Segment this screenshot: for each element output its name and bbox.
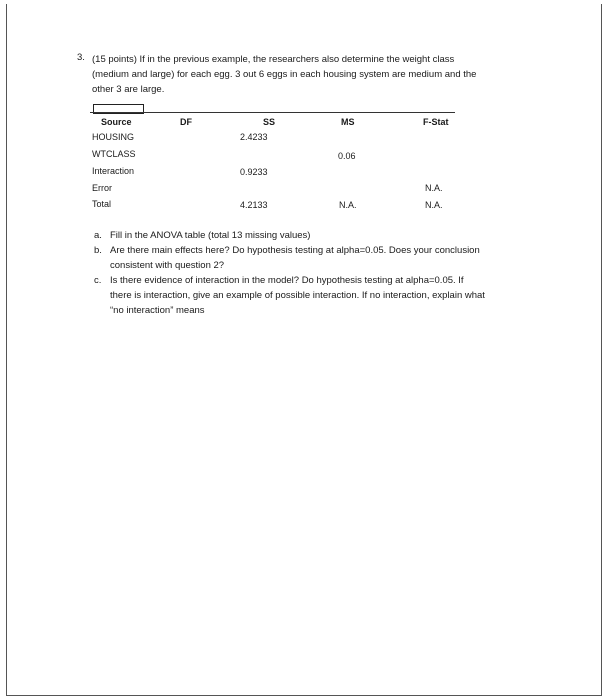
subquestion-letter: a. [94, 230, 102, 241]
subquestion-line: “no interaction” means [110, 305, 205, 316]
row-source: Total [92, 199, 112, 209]
subquestion-line: there is interaction, give an example of possible interaction. If no interaction, explain what [110, 290, 485, 301]
question-text [92, 52, 532, 97]
row-ms: 0.06 [338, 151, 356, 161]
header-ss: SS [263, 117, 276, 127]
subquestion-line: Is there evidence of interaction in the model? Do hypothesis testing at alpha=0.05. If [110, 275, 464, 286]
question-line: other 3 are large. [92, 84, 165, 95]
subquestion-letter: b. [94, 245, 102, 256]
row-ss: 2.4233 [240, 132, 268, 142]
subquestion-line: Are there main effects here? Do hypothesis testing at alpha=0.05. Does your conclusion [110, 245, 480, 256]
header-source: Source [101, 117, 132, 127]
subquestion-line: consistent with question 2? [110, 260, 225, 271]
row-source: WTCLASS [92, 149, 136, 159]
header-ms: MS [341, 117, 355, 127]
row-fstat: N.A. [425, 183, 443, 193]
row-fstat: N.A. [425, 200, 443, 210]
row-ss: 0.9233 [240, 167, 268, 177]
header-fstat: F-Stat [423, 117, 449, 127]
header-df: DF [180, 117, 192, 127]
row-source: Error [92, 183, 112, 193]
table-top-rule [90, 112, 455, 113]
subquestion-letter: c. [94, 275, 102, 286]
row-ss: 4.2133 [240, 200, 268, 210]
row-ms: N.A. [339, 200, 357, 210]
question-number: 3. [77, 52, 85, 63]
row-source: HOUSING [92, 132, 135, 142]
question-line: (15 points) If in the previous example, the researchers also determine the weight class [92, 54, 455, 65]
row-source: Interaction [92, 166, 135, 176]
subquestion-line: Fill in the ANOVA table (total 13 missing values) [110, 230, 311, 241]
question-line: (medium and large) for each egg. 3 out 6 eggs in each housing system are medium and the [92, 69, 477, 80]
